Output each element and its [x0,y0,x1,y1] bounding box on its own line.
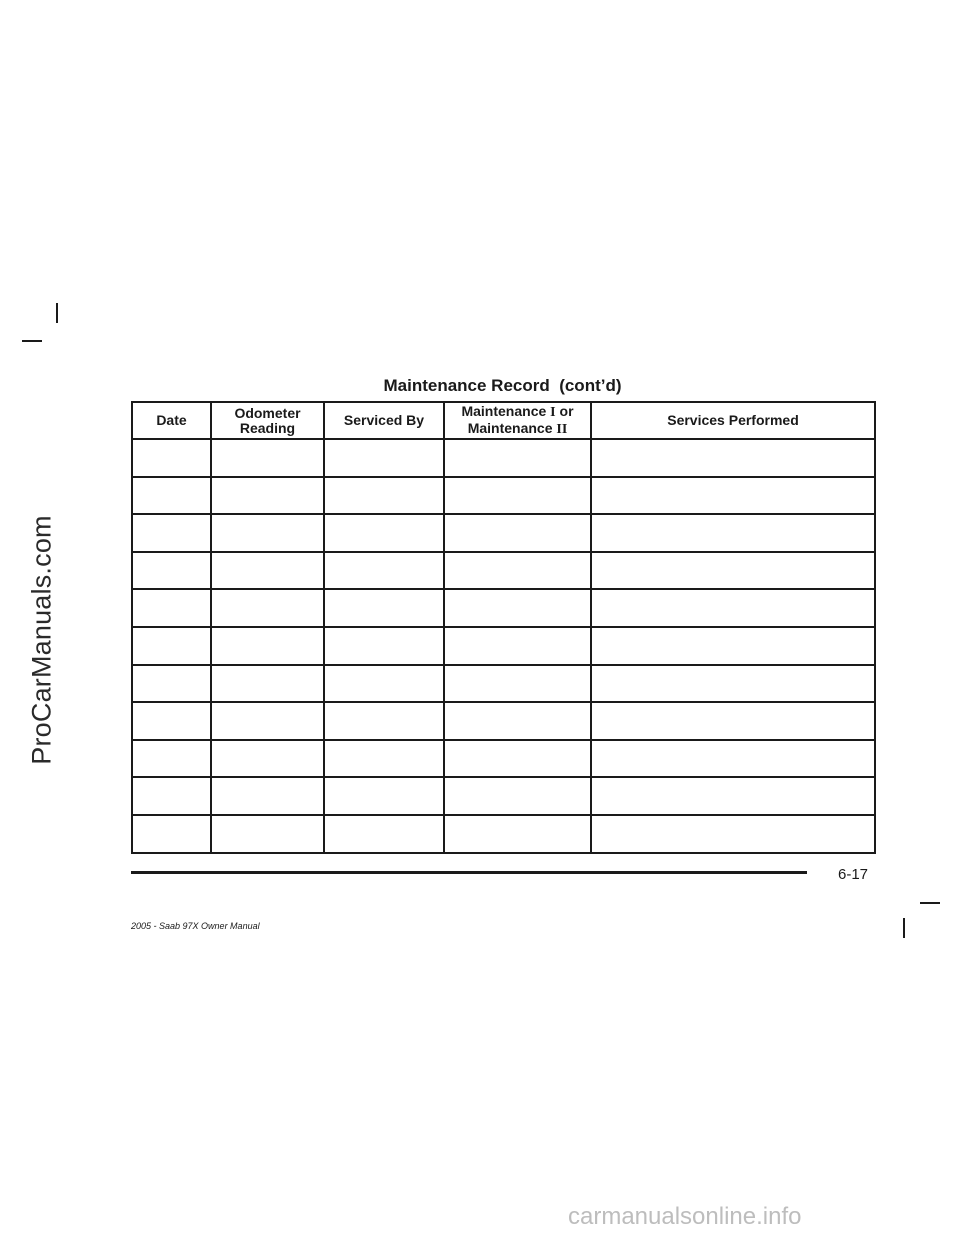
header-date: Date [132,402,211,439]
maintenance-type-cell [444,589,591,627]
date-cell [132,589,211,627]
services-performed-cell [591,439,875,477]
table-row [132,589,875,627]
maintenance-type-cell [444,740,591,778]
services-performed-cell [591,777,875,815]
table-row [132,702,875,740]
odometer-cell [211,514,324,552]
table-row [132,477,875,515]
date-cell [132,665,211,703]
odometer-cell [211,589,324,627]
services-performed-cell [591,477,875,515]
manual-label: 2005 - Saab 97X Owner Manual [131,921,260,931]
odometer-cell [211,477,324,515]
services-performed-cell [591,627,875,665]
serviced-by-cell [324,552,444,590]
maintenance-type-cell [444,552,591,590]
date-cell [132,627,211,665]
date-cell [132,514,211,552]
serviced-by-cell [324,702,444,740]
table-body [132,439,875,853]
table-row [132,514,875,552]
date-cell [132,815,211,853]
serviced-by-cell [324,740,444,778]
services-performed-cell [591,665,875,703]
date-cell [132,777,211,815]
serviced-by-cell [324,589,444,627]
odometer-cell [211,702,324,740]
services-performed-cell [591,589,875,627]
table-row [132,815,875,853]
odometer-cell [211,665,324,703]
odometer-cell [211,552,324,590]
bottom-watermark: carmanualsonline.info [568,1203,802,1230]
maintenance-type-cell [444,477,591,515]
crop-mark-bottom-right-vertical [903,918,905,938]
maintenance-record-table [131,401,876,854]
serviced-by-cell [324,777,444,815]
services-performed-cell [591,740,875,778]
odometer-cell [211,439,324,477]
header-serviced-by: Serviced By [324,402,444,439]
services-performed-cell [591,552,875,590]
odometer-cell [211,815,324,853]
serviced-by-cell [324,439,444,477]
header-maintenance-type: Maintenance I or Maintenance II [444,402,591,439]
serviced-by-cell [324,627,444,665]
serviced-by-cell [324,665,444,703]
maintenance-type-cell [444,665,591,703]
maintenance-type-cell [444,514,591,552]
date-cell [132,552,211,590]
date-cell [132,477,211,515]
services-performed-cell [591,815,875,853]
maintenance-type-cell [444,627,591,665]
odometer-cell [211,627,324,665]
crop-mark-bottom-right-horizontal [920,902,940,904]
date-cell [132,740,211,778]
table-row [132,777,875,815]
serviced-by-cell [324,815,444,853]
date-cell [132,439,211,477]
services-performed-cell [591,514,875,552]
table-header-row [132,402,875,439]
page-number: 6-17 [838,866,869,883]
table-row [132,627,875,665]
table-title: Maintenance Record (cont’d) [383,376,622,395]
maintenance-type-cell [444,702,591,740]
services-performed-cell [591,702,875,740]
date-cell [132,702,211,740]
table-row [132,552,875,590]
serviced-by-cell [324,477,444,515]
footer-rule [131,871,807,874]
crop-mark-top-left-horizontal [22,340,42,342]
maintenance-type-cell [444,815,591,853]
odometer-cell [211,777,324,815]
table-row [132,740,875,778]
header-services-performed: Services Performed [591,402,875,439]
serviced-by-cell [324,514,444,552]
odometer-cell [211,740,324,778]
maintenance-type-cell [444,777,591,815]
maintenance-type-cell [444,439,591,477]
crop-mark-top-left-vertical [56,303,58,323]
side-watermark: ProCarManuals.com [26,515,57,765]
header-odometer-reading: Odometer Reading [211,402,324,439]
table-row [132,439,875,477]
table-row [132,665,875,703]
